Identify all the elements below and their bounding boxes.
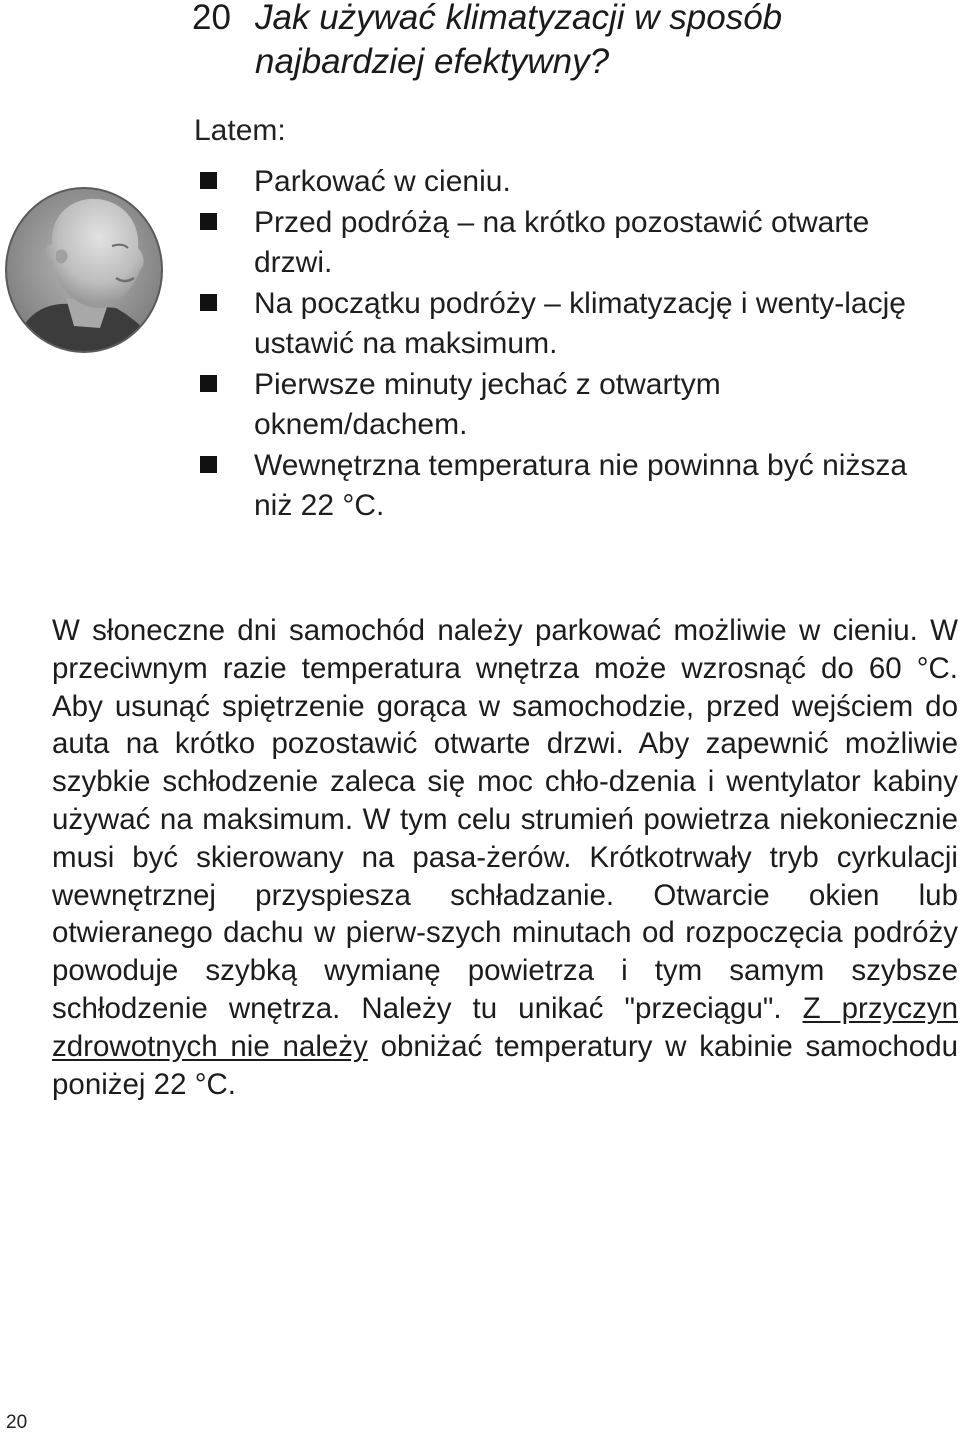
tip-text: Na początku podróży – klimatyzację i wenty-lację ustawić na maksimum. bbox=[254, 287, 906, 360]
square-bullet-icon bbox=[200, 172, 217, 189]
summer-label: Latem: bbox=[194, 114, 286, 147]
list-item bbox=[196, 162, 936, 202]
section-number: 20 bbox=[192, 0, 231, 37]
underlined-warning-text: Z przyczyn zdrowotnych nie należy bbox=[52, 991, 958, 1063]
body-ending-text: obniżać temperatury w kabinie samochodu poniżej 22 °C. bbox=[52, 1029, 959, 1101]
page-number: 20 bbox=[6, 1412, 28, 1433]
square-bullet-icon bbox=[200, 456, 217, 473]
section-heading bbox=[192, 0, 932, 84]
list-item bbox=[196, 446, 936, 526]
tip-text: Wewnętrzna temperatura nie powinna być niższa niż 22 °C. bbox=[254, 449, 908, 522]
body-paragraph bbox=[52, 612, 958, 1103]
tip-text: Pierwsze minuty jechać z otwartym oknem/dachem. bbox=[254, 368, 721, 441]
tip-text: Przed podróżą – na krótko pozostawić otwarte drzwi. bbox=[254, 206, 870, 279]
person-portrait-icon bbox=[4, 186, 166, 354]
list-item bbox=[196, 365, 936, 445]
list-item bbox=[196, 203, 936, 283]
summer-tips-list bbox=[196, 162, 936, 527]
square-bullet-icon bbox=[200, 213, 217, 230]
square-bullet-icon bbox=[200, 294, 217, 311]
square-bullet-icon bbox=[200, 375, 217, 392]
list-item bbox=[196, 284, 936, 364]
section-title: Jak używać klimatyzacji w sposób najbardziej efektywny? bbox=[255, 0, 783, 81]
body-main-text: W słoneczne dni samochód należy parkować możliwie w cieniu. W przeciwnym razie temperatura wnętrza może wzrosnąć do 60 °C. Aby usunąć spiętrzenie gorąca w samochodzie, przed wejściem do auta na krótko pozostawić otwarte drzwi. Aby zapewnić możliwie szybkie schłodzenie zaleca się moc chło-dzenia i wentylator kabiny używać na maksimum. W tym celu strumień powietrza niekoniecznie musi być skierowany na pasa-żerów. Krótkotrwały tryb cyrkulacji wewnętrznej przyspiesza schładzanie. Otwarcie okien lub otwieranego dachu w pierw-szych minutach od rozpoczęcia podróży powoduje szybką wymianę powietrza i tym samym szybsze schłodzenie wnętrza. Należy tu unikać "przeciągu". bbox=[52, 614, 958, 1025]
tip-text: Parkować w cieniu. bbox=[254, 165, 511, 198]
